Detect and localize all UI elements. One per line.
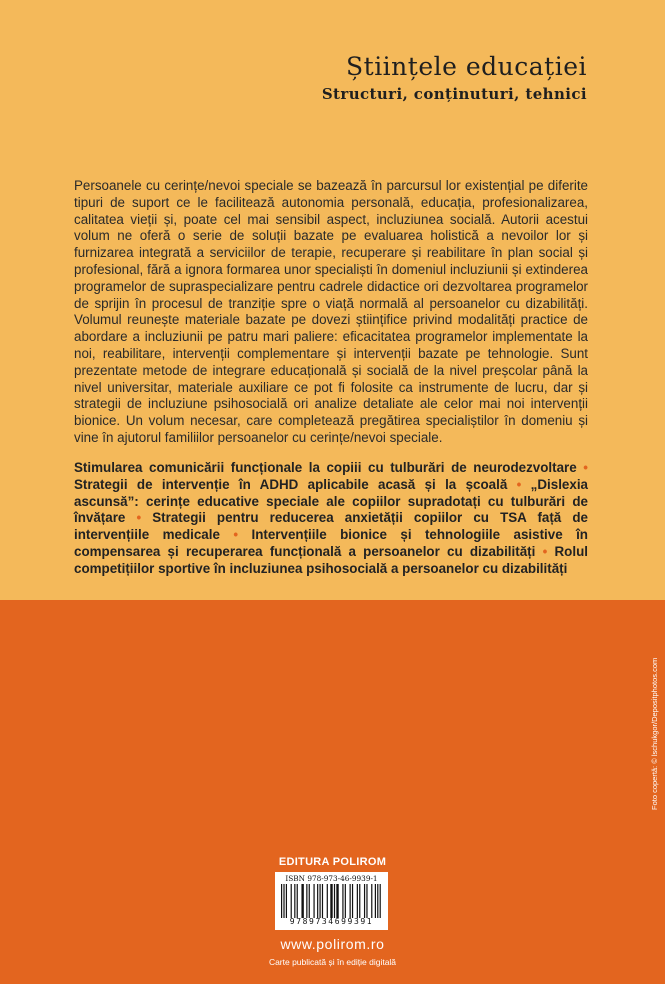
barcode-bar	[366, 884, 367, 918]
photo-credit: Foto copertă: © lschukgor/Depositphotos.com	[650, 657, 659, 810]
barcode-bar	[322, 884, 323, 918]
topic-item: Intervențiile bionice și tehnologiile asistive în compensarea și recuperarea funcțională a persoanelor cu dizabilități	[74, 527, 588, 559]
topic-separator: •	[233, 527, 239, 543]
barcode-bar	[317, 884, 318, 918]
barcode-bar	[364, 884, 365, 918]
topic-item: Rolul competițiilor sportive în incluziunea psihosocială a persoanelor cu dizabilități	[74, 543, 588, 576]
topic-item: Strategii pentru reducerea anxietății copiilor cu TSA față de intervențiile medicale	[74, 510, 588, 543]
barcode-bar	[380, 884, 381, 918]
barcode-bar	[377, 884, 378, 918]
barcode-bar	[319, 884, 320, 918]
barcode-bar	[330, 884, 332, 918]
barcode-bar	[352, 884, 353, 918]
barcode-bar	[334, 884, 335, 918]
book-description: Persoanele cu cerințe/nevoi speciale se bazează în parcursul lor existențial pe diferite tipuri de suport ce le facilitează autonomia personală, educația, profesionalizarea, calitatea vieții și, poate cel mai sensibil aspect, incluziunea socială. Autorii acestui volum ne oferă o serie de soluții bazate pe evaluarea holistică a nevoilor lor și furnizarea integrată a serviciilor de terapie, recuperare și reabilitare în plan social și profesional, fără a ignora formarea unor specialiști în domeniul incluziunii și extinderea programelor de supraspecializare pentru cadrele didactice ori dezvoltarea programelor de sprijin în procesul de tranziție spre o viață normală al persoanelor cu dizabilități. Volumul reunește materiale bazate pe dovezi științifice privind modalități practice de abordare a incluziunii pe patru mari paliere: eficacitatea programelor implementate la noi, reabilitare, intervenții complementare și intervenții bazate pe tehnologie. Sunt prezentate metode de integrare educațională și socială de la nivel preșcolar până la nivel universitar, materiale auxiliare ce pot fi folosite ca instrumente de lucru, dar și strategii de incluziune psihosocială ori analize detaliate ale celor mai noi intervenții bionice. Un volum necesar, care completează pregătirea specialiștilor în domeniu și vine în ajutorul familiilor persoanelor cu cerințe/nevoi speciale.	[74, 178, 588, 445]
isbn-barcode	[275, 872, 388, 930]
publisher-website: www.polirom.ro	[280, 936, 385, 952]
barcode-bar	[345, 884, 346, 918]
barcode-bar	[375, 884, 376, 918]
publisher-name: EDITURA POLIROM	[278, 856, 387, 868]
topic-separator: •	[542, 543, 548, 559]
barcode-bar	[327, 884, 328, 918]
barcode-bar	[297, 884, 298, 918]
isbn-label: ISBN 978-973-46-9939-1	[285, 874, 378, 883]
barcode-bar	[350, 884, 351, 918]
barcode-bar	[359, 884, 360, 918]
barcode-bar	[357, 884, 358, 918]
barcode-bar	[291, 884, 292, 918]
barcode-bar	[309, 884, 310, 918]
barcode-bar	[286, 884, 287, 918]
topic-separator: •	[136, 510, 142, 526]
series-subtitle: Structuri, conținuturi, tehnici	[321, 85, 587, 103]
barcode-bar	[371, 884, 372, 918]
barcode-bar	[342, 884, 343, 918]
topic-separator: •	[583, 460, 588, 475]
barcode-bar	[306, 884, 307, 918]
barcode-bar	[313, 884, 314, 918]
barcode-bar	[281, 884, 282, 918]
series-title-block	[322, 52, 587, 104]
barcode-bar	[283, 884, 284, 918]
barcode-bar	[294, 884, 295, 918]
topic-item: „Dislexia ascunsă”: cerințe educative speciale ale copiilor supradotați cu tulburări de învățare	[74, 476, 588, 526]
barcode-bar	[301, 884, 303, 918]
barcode-bars	[281, 884, 382, 918]
series-title: Științele educației	[346, 52, 587, 81]
topic-separator: •	[516, 476, 522, 492]
digital-edition-note: Carte publicată și în ediție digitală	[268, 957, 397, 967]
topic-item: Stimularea comunicării funcționale la copiii cu tulburări de neurodezvoltare	[74, 460, 577, 475]
barcode-bar	[336, 884, 338, 918]
barcode-number: 9789734699391	[289, 917, 374, 926]
topics-list	[74, 460, 588, 578]
topic-item: Strategii de intervenție în ADHD aplicabile acasă și la școală	[74, 476, 508, 492]
